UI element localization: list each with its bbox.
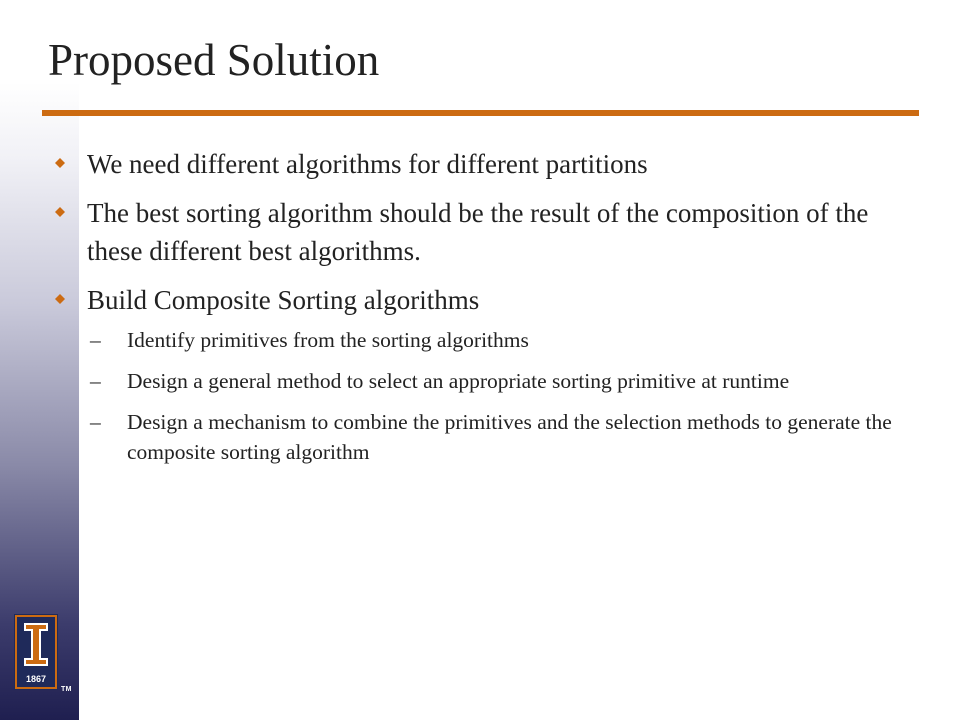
logo-year: 1867 <box>25 674 47 684</box>
sub-bullet-item <box>87 366 912 396</box>
sub-bullet-item <box>87 407 912 467</box>
bullet-list <box>52 145 912 478</box>
title-underline <box>42 110 919 116</box>
bullet-item <box>52 194 912 270</box>
sub-bullet-text: Design a mechanism to combine the primitives and the selection methods to generate the composite sorting algorithm <box>127 410 892 464</box>
bullet-text: The best sorting algorithm should be the result of the composition of the these different best algorithms. <box>87 198 869 266</box>
bullet-text: Build Composite Sorting algorithms <box>87 285 480 315</box>
dash-marker: – <box>90 328 101 352</box>
bullet-text: We need different algorithms for different partitions <box>87 149 648 179</box>
bullet-item <box>52 145 912 183</box>
university-block-i-logo <box>14 614 58 690</box>
bullet-item <box>52 281 912 467</box>
diamond-bullet-icon <box>55 158 65 168</box>
sub-bullet-text: Identify primitives from the sorting algorithms <box>127 328 529 352</box>
diamond-bullet-icon <box>55 207 65 217</box>
sub-bullet-text: Design a general method to select an appropriate sorting primitive at runtime <box>127 369 790 393</box>
sub-bullet-list <box>87 325 912 467</box>
sub-bullet-item <box>87 325 912 355</box>
diamond-bullet-icon <box>55 294 65 304</box>
dash-marker: – <box>90 410 101 434</box>
trademark-mark: TM <box>61 686 72 693</box>
slide-title: Proposed Solution <box>48 35 380 85</box>
dash-marker: – <box>90 369 101 393</box>
